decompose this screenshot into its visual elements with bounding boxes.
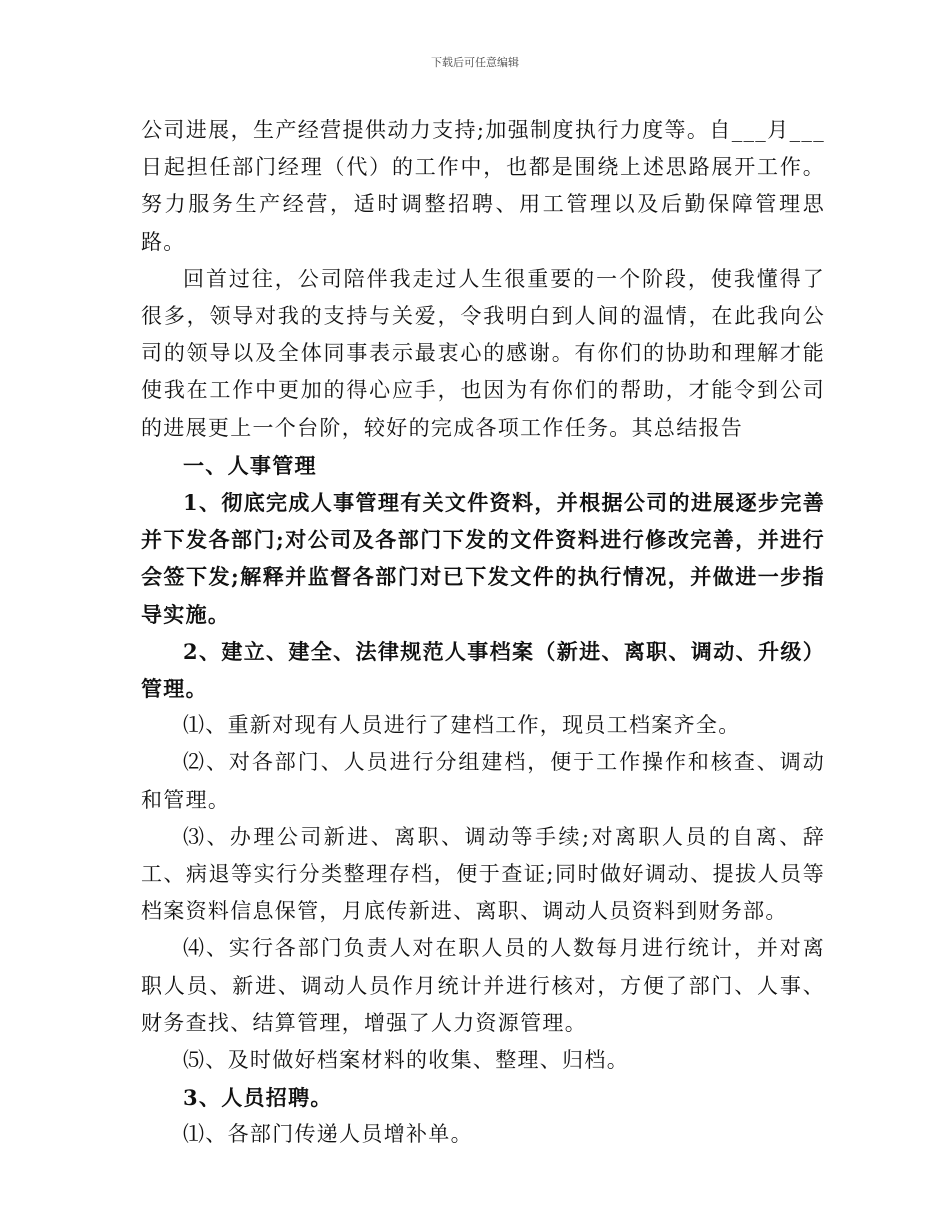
document-body <box>141 112 825 1154</box>
item-3-heading: 3、人员招聘。 <box>183 1085 333 1111</box>
item-2-heading: 2、建立、建全、法律规范人事档案（新进、离职、调动、升级）管理。 <box>141 638 825 702</box>
page-header: 下载后可任意编辑 <box>431 56 519 69</box>
subitem-2-4: ⑷、实行各部门负责人对在职人员的人数每月进行统计，并对离职人员、新进、调动人员作月统计并进行核对，方便了部门、人事、财务查找、结算管理，增强了人力资源管理。 <box>141 936 825 1035</box>
item-1-heading: 1、彻底完成人事管理有关文件资料，并根据公司的进展逐步完善并下发各部门;对公司及各部门下发的文件资料进行修改完善，并进行会签下发;解释并监督各部门对已下发文件的执行情况，并做进一步指导实施。 <box>141 490 825 627</box>
paragraph-1: 公司进展，生产经营提供动力支持;加强制度执行力度等。自___月___日起担任部门经理（代）的工作中，也都是围绕上述思路展开工作。努力服务生产经营，适时调整招聘、用工管理以及后勤保障管理思路。 <box>141 118 825 254</box>
subitem-2-3: ⑶、办理公司新进、离职、调动等手续;对离职人员的自离、辞工、病退等实行分类整理存档，便于查证;同时做好调动、提拔人员等档案资料信息保管，月底传新进、离职、调动人员资料到财务部。 <box>141 824 825 924</box>
section-heading-personnel: 一、人事管理 <box>183 452 317 478</box>
subitem-2-1: ⑴、重新对现有人员进行了建档工作，现员工档案齐全。 <box>183 713 741 738</box>
subitem-2-2: ⑵、对各部门、人员进行分组建档，便于工作操作和核查、调动和管理。 <box>141 750 825 812</box>
paragraph-2: 回首过往，公司陪伴我走过人生很重要的一个阶段，使我懂得了很多，领导对我的支持与关爱，令我明白到人间的温情，在此我向公司的领导以及全体同事表示最衷心的感谢。有你们的协助和理解才能使我在工作中更加的得心应手，也因为有你们的帮助，才能令到公司的进展更上一个台阶，较好的完成各项工作任务。其总结报告 <box>141 266 825 440</box>
subitem-3-1: ⑴、各部门传递人员增补单。 <box>183 1122 473 1147</box>
subitem-2-5: ⑸、及时做好档案材料的收集、整理、归档。 <box>183 1048 629 1073</box>
